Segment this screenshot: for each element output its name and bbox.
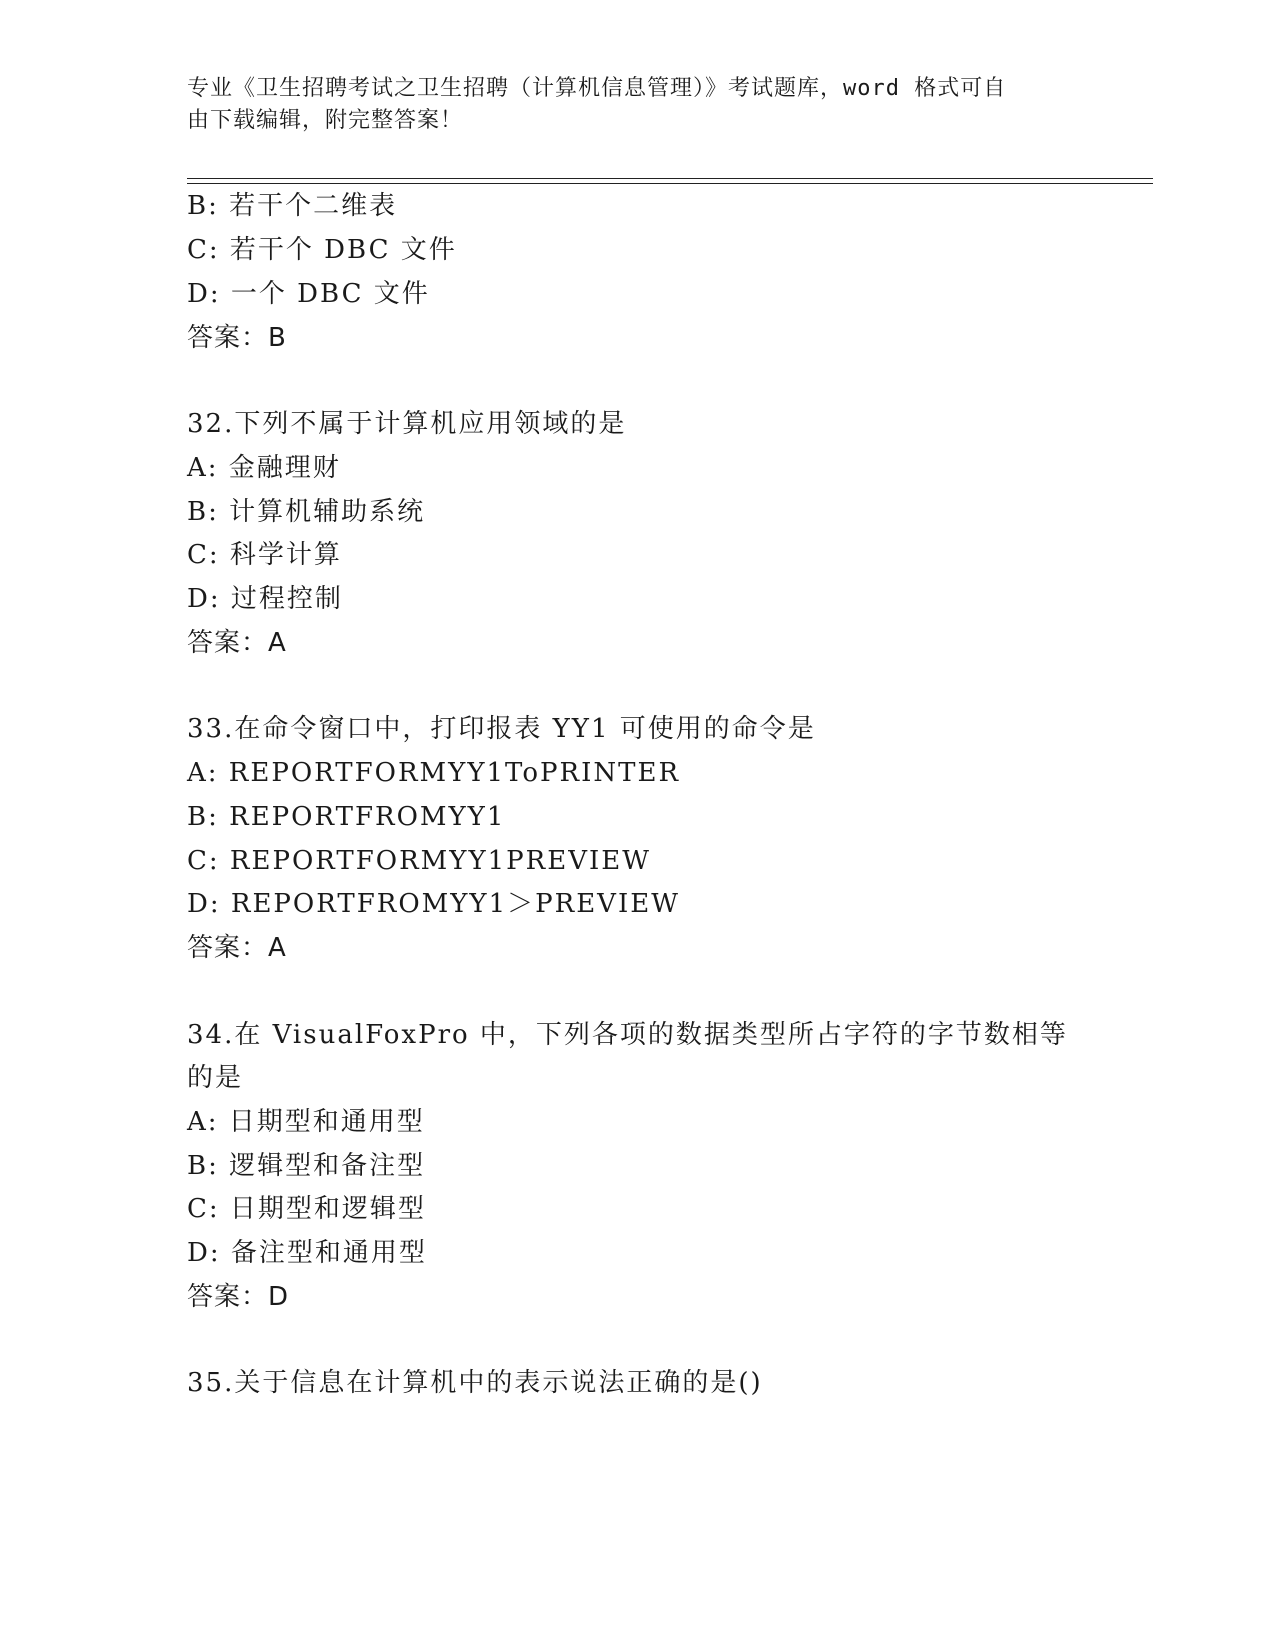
q34-option-b: B: 逻辑型和备注型: [187, 1151, 426, 1181]
q34-option-d: D: 备注型和通用型: [187, 1238, 427, 1268]
q33-option-d: D: REPORTFROMYY1＞PREVIEW: [187, 889, 680, 919]
q34-answer: 答案：D: [187, 1282, 290, 1312]
q34-option-c: C: 日期型和逻辑型: [187, 1194, 426, 1224]
header-line-1: 专业《卫生招聘考试之卫生招聘（计算机信息管理）》考试题库，word 格式可自: [187, 76, 1007, 101]
header-divider-top: [187, 178, 1153, 179]
q35-question: 35.关于信息在计算机中的表示说法正确的是(): [187, 1368, 763, 1398]
q31-option-b: B: 若干个二维表: [187, 191, 398, 221]
q32-question: 32.下列不属于计算机应用领域的是: [187, 409, 627, 439]
q31-option-c: C: 若干个 DBC 文件: [187, 235, 457, 265]
q31-answer: 答案：B: [187, 323, 287, 353]
q32-option-b: B: 计算机辅助系统: [187, 497, 426, 527]
header-line-2: 由下载编辑，附完整答案！: [187, 108, 464, 133]
q32-option-d: D: 过程控制: [187, 584, 343, 614]
q33-option-a: A: REPORTFORMYY1ToPRINTER: [187, 758, 681, 788]
q32-answer: 答案：A: [187, 628, 287, 658]
q31-option-d: D: 一个 DBC 文件: [187, 279, 430, 309]
q32-option-c: C: 科学计算: [187, 540, 342, 570]
q34-question-line-2: 的是: [187, 1063, 244, 1093]
q34-option-a: A: 日期型和通用型: [187, 1107, 425, 1137]
q33-question: 33.在命令窗口中，打印报表 YY1 可使用的命令是: [187, 714, 816, 744]
header-divider-bottom: [187, 183, 1153, 184]
q34-question-line-1: 34.在 VisualFoxPro 中，下列各项的数据类型所占字符的字节数相等: [187, 1020, 1068, 1050]
document-header: [187, 73, 1067, 137]
q33-option-b: B: REPORTFROMYY1: [187, 802, 506, 832]
q32-option-a: A: 金融理财: [187, 453, 341, 483]
q33-answer: 答案：A: [187, 933, 287, 963]
q33-option-c: C: REPORTFORMYY1PREVIEW: [187, 846, 651, 876]
